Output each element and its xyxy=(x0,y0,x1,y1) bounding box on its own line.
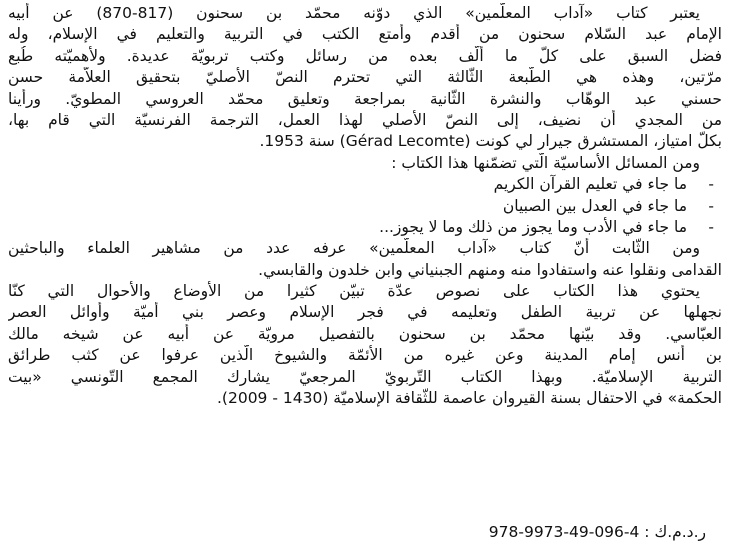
list-item-text: ما جاء في تعليم القرآن الكريم xyxy=(493,175,688,194)
text-line: حسني عبد الوهّاب والنشرة الثّانية بمراجعة وتعليق محمّد العروسي المطويّ. ورأينا xyxy=(8,89,722,108)
paragraph-intro xyxy=(8,3,722,153)
text-line: يحتوي هذا الكتاب على نصوص عدّة تبيّن كثيرا من الأوضاع والأحوال التي كنّا xyxy=(8,282,700,301)
isbn-line xyxy=(0,522,714,543)
text-line: العبّاسي. وقد بيّنها محمّد بن سحنون بالتفصيل مرويّة عن أبيه عن شيخه مالك xyxy=(8,324,722,343)
paragraph-fame xyxy=(8,238,722,281)
text-line: بن أنس إمام المدينة وعن غيره من الأئمّة والشيوخ الّذين عرفوا عن كثب طرائق xyxy=(8,346,722,365)
text-line: الحكمة» في الاحتفال بسنة القيروان عاصمة للثّقافة الإسلاميّة (1430 - 2009). xyxy=(216,389,722,408)
list-item-text: ما جاء في الأدب وما يجوز من ذلك وما لا يجوز... xyxy=(379,217,688,236)
dash-bullet: - xyxy=(708,175,714,194)
list-item xyxy=(8,174,722,195)
topics-heading: ومن المسائل الأساسيّة الّتي تضمّنها هذا الكتاب : xyxy=(391,153,700,172)
list-item xyxy=(8,196,722,217)
book-description xyxy=(8,3,722,409)
dash-bullet: - xyxy=(708,196,714,215)
paragraph-content xyxy=(8,281,722,409)
list-item xyxy=(8,217,722,238)
text-line: نجهلها عن تربية الطفل وتعليمه في فجر الإسلام وعصر بني أميّة وأوائل العصر xyxy=(8,303,722,322)
text-line: ومن الثّابت أنّ كتاب «آداب المعلّمين» عرفه عدد من مشاهير العلماء والباحثين xyxy=(8,239,700,258)
text-line: الإمام عبد السّلام سحنون من أقدم وأمتع الكتب في التربية والتعليم في الإسلام، وله xyxy=(8,25,722,44)
text-line: القدامى ونقلوا عنه واستفادوا منه ومنهم الجبنياني وابن خلدون والقابسي. xyxy=(258,260,722,279)
text-line: مرّتين، وهذه هي الطّبعة الثّالثة التي تحترم النصّ الأصليّ بتحقيق العلاّمة حسن xyxy=(8,68,722,87)
isbn-label: ر.د.م.ك : xyxy=(644,523,706,541)
text-line: التربية الإسلاميّة. وبهذا الكتاب التّربويّ المرجعيّ يشارك المجمع التّونسي «بيت xyxy=(8,367,722,386)
text-line: بكلّ امتياز، المستشرق جيرار لي كونت (Gérad Lecomte) سنة 1953. xyxy=(259,132,722,151)
topics-list xyxy=(8,174,722,238)
text-line: يعتبر كتاب «آداب المعلّمين» الذي دوّنه محمّد بن سحنون (817-870) عن أبيه xyxy=(8,4,700,22)
text-line: من المجدي أن نضيف، إلى النصّ الأصلي لهذا العمل، الترجمة الفرنسيّة التي قام بها، xyxy=(8,110,722,129)
list-item-text: ما جاء في العدل بين الصبيان xyxy=(502,196,688,215)
isbn-number: 978-9973-49-096-4 xyxy=(488,523,640,541)
dash-bullet: - xyxy=(708,217,714,236)
text-line: فضل السبق على كلّ ما أُلّف بعده من رسائل وكتب تربويّة عديدة. ولأهميّته طُبع xyxy=(8,46,722,65)
